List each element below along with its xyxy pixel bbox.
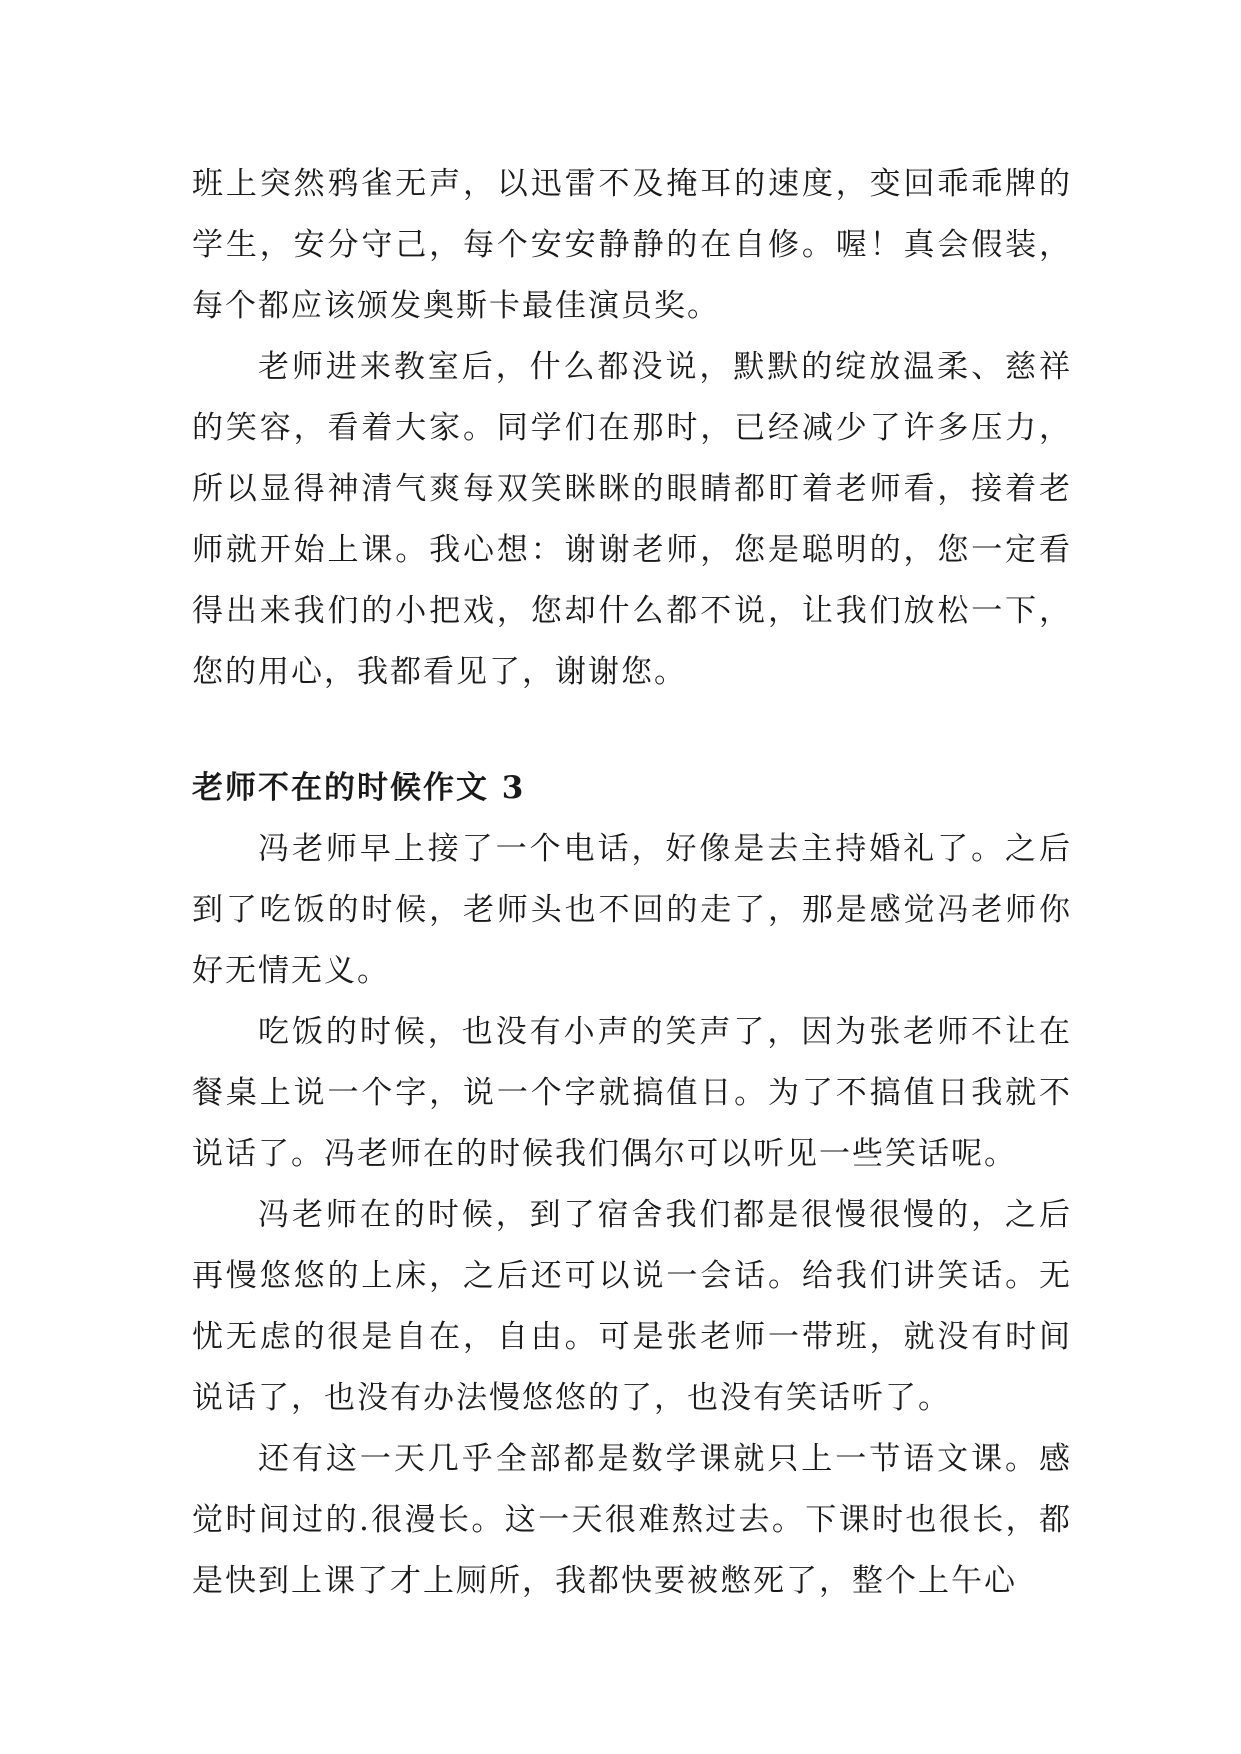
paragraph-1: 冯老师早上接了一个电话，好像是去主持婚礼了。之后到了吃饭的时候，老师头也不回的走了，那是感觉冯老师你好无情无义。 bbox=[192, 831, 1072, 989]
paragraph-4: 还有这一天几乎全部都是数学课就只上一节语文课。感觉时间过的.很漫长。这一天很难熬过去。下课时也很长，都是快到上课了才上厕所，我都快要被憋死了，整个上午心 bbox=[192, 1441, 1072, 1599]
paragraph-2: 吃饭的时候，也没有小声的笑声了，因为张老师不让在餐桌上说一个字，说一个字就搞值日。为了不搞值日我就不说话了。冯老师在的时候我们偶尔可以听见一些笑话呢。 bbox=[192, 1014, 1072, 1172]
paragraph-continuation-1: 班上突然鸦雀无声，以迅雷不及掩耳的速度，变回乖乖牌的学生，安分守己，每个安安静静的在自修。喔！真会假装，每个都应该颁发奥斯卡最佳演员奖。 bbox=[192, 166, 1072, 324]
document-body bbox=[192, 154, 1072, 1612]
paragraph-3: 冯老师在的时候，到了宿舍我们都是很慢很慢的，之后再慢悠悠的上床，之后还可以说一会话。给我们讲笑话。无忧无虑的很是自在，自由。可是张老师一带班，就没有时间说话了，也没有办法慢悠悠的了，也没有笑话听了。 bbox=[192, 1197, 1072, 1416]
paragraph-continuation-2: 老师进来教室后，什么都没说，默默的绽放温柔、慈祥的笑容，看着大家。同学们在那时，已经减少了许多压力，所以显得神清气爽每双笑眯眯的眼睛都盯着老师看，接着老师就开始上课。我心想：谢谢老师，您是聪明的，您一定看得出来我们的小把戏，您却什么都不说，让我们放松一下，您的用心，我都看见了，谢谢您。 bbox=[192, 349, 1072, 690]
section-title: 老师不在的时候作文 3 bbox=[192, 770, 526, 806]
